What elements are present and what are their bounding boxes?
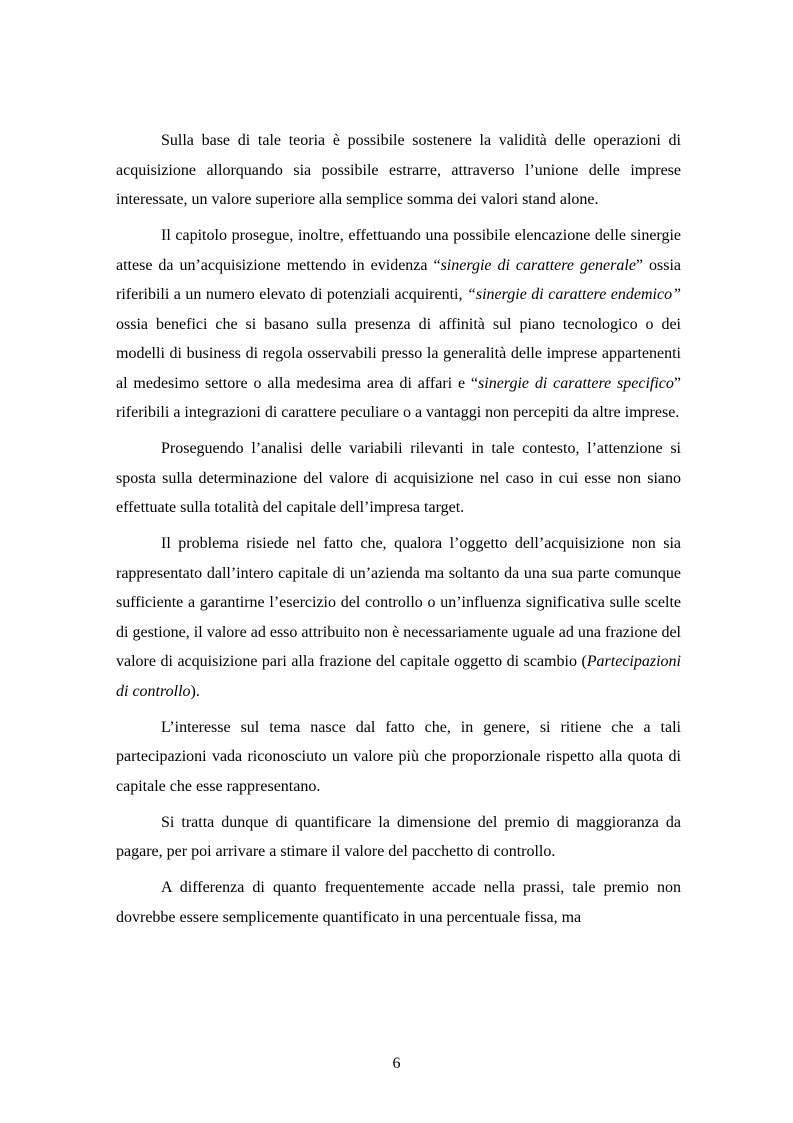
italic-sinergie-specifico: sinergie di carattere specifico xyxy=(478,374,674,392)
paragraph-1: Sulla base di tale teoria è possibile sostenere la validità delle operazioni di acquisizione allorquando sia possibile estrarre, attraverso l’unione delle imprese interessate, un valore superiore alla semplice somma dei valori stand alone. xyxy=(116,132,681,208)
paragraph-2-text-c: ossia benefici che si basano sulla presenza di affinità sul piano tecnologico o dei modelli di business di regola osservabili presso la generalità delle imprese appartenenti al medesimo settore o alla medesima area di affari e “ xyxy=(116,315,681,392)
paragraph-2-text-a: Il capitolo prosegue, inoltre, effettuando una possibile elencazione delle sinergie attese da un’acquisizione mettendo in evidenza “ xyxy=(116,227,681,274)
paragraph-5: L’interesse sul tema nasce dal fatto che, in genere, si ritiene che a tali partecipazioni vada riconosciuto un valore più che proporzionale rispetto alla quota di capitale che esse rappresentano. xyxy=(116,718,681,795)
page-number: 6 xyxy=(392,1055,401,1072)
paragraph-2 xyxy=(116,221,681,428)
italic-sinergie-generale: sinergie di carattere generale xyxy=(440,256,636,274)
paragraph-4-text-b: ). xyxy=(190,682,200,700)
paragraph-7: A differenza di quanto frequentemente accade nella prassi, tale premio non dovrebbe essere semplicemente quantificato in una percentuale fissa, ma xyxy=(116,879,681,926)
italic-sinergie-endemico: “sinergie di carattere endemico” xyxy=(466,286,681,303)
paragraph-6: Si tratta dunque di quantificare la dimensione del premio di maggioranza da pagare, per poi arrivare a stimare il valore del pacchetto di controllo. xyxy=(116,813,681,860)
paragraph-2-text-d: ” riferibili a integrazioni di carattere peculiare o a vantaggi non percepiti da altre imprese. xyxy=(116,374,682,421)
paragraph-2-text-b: ” ossia riferibili a un numero elevato di potenziali acquirenti, xyxy=(116,256,681,303)
paragraph-3: Proseguendo l’analisi delle variabili rilevanti in tale contesto, l’attenzione si sposta sulla determinazione del valore di acquisizione nel caso in cui esse non siano effettuate sulla totalità del capitale dell’impresa target. xyxy=(116,440,681,516)
paragraph-4-text-a: Il problema risiede nel fatto che, qualora l’oggetto dell’acquisizione non sia rappresentato dall’intero capitale di un’azienda ma soltanto da una sua parte comunque sufficiente a garantirne l’esercizio del controllo o un’influenza significativa sulle scelte di gestione, il valore ad esso attribuito non è necessariamente uguale ad una frazione del valore di acquisizione pari alla frazione del capitale oggetto di scambio ( xyxy=(116,535,681,670)
body-text xyxy=(116,126,681,939)
italic-partecipazioni-controllo: Partecipazioni di controllo xyxy=(116,653,681,700)
paragraph-4 xyxy=(116,529,681,706)
